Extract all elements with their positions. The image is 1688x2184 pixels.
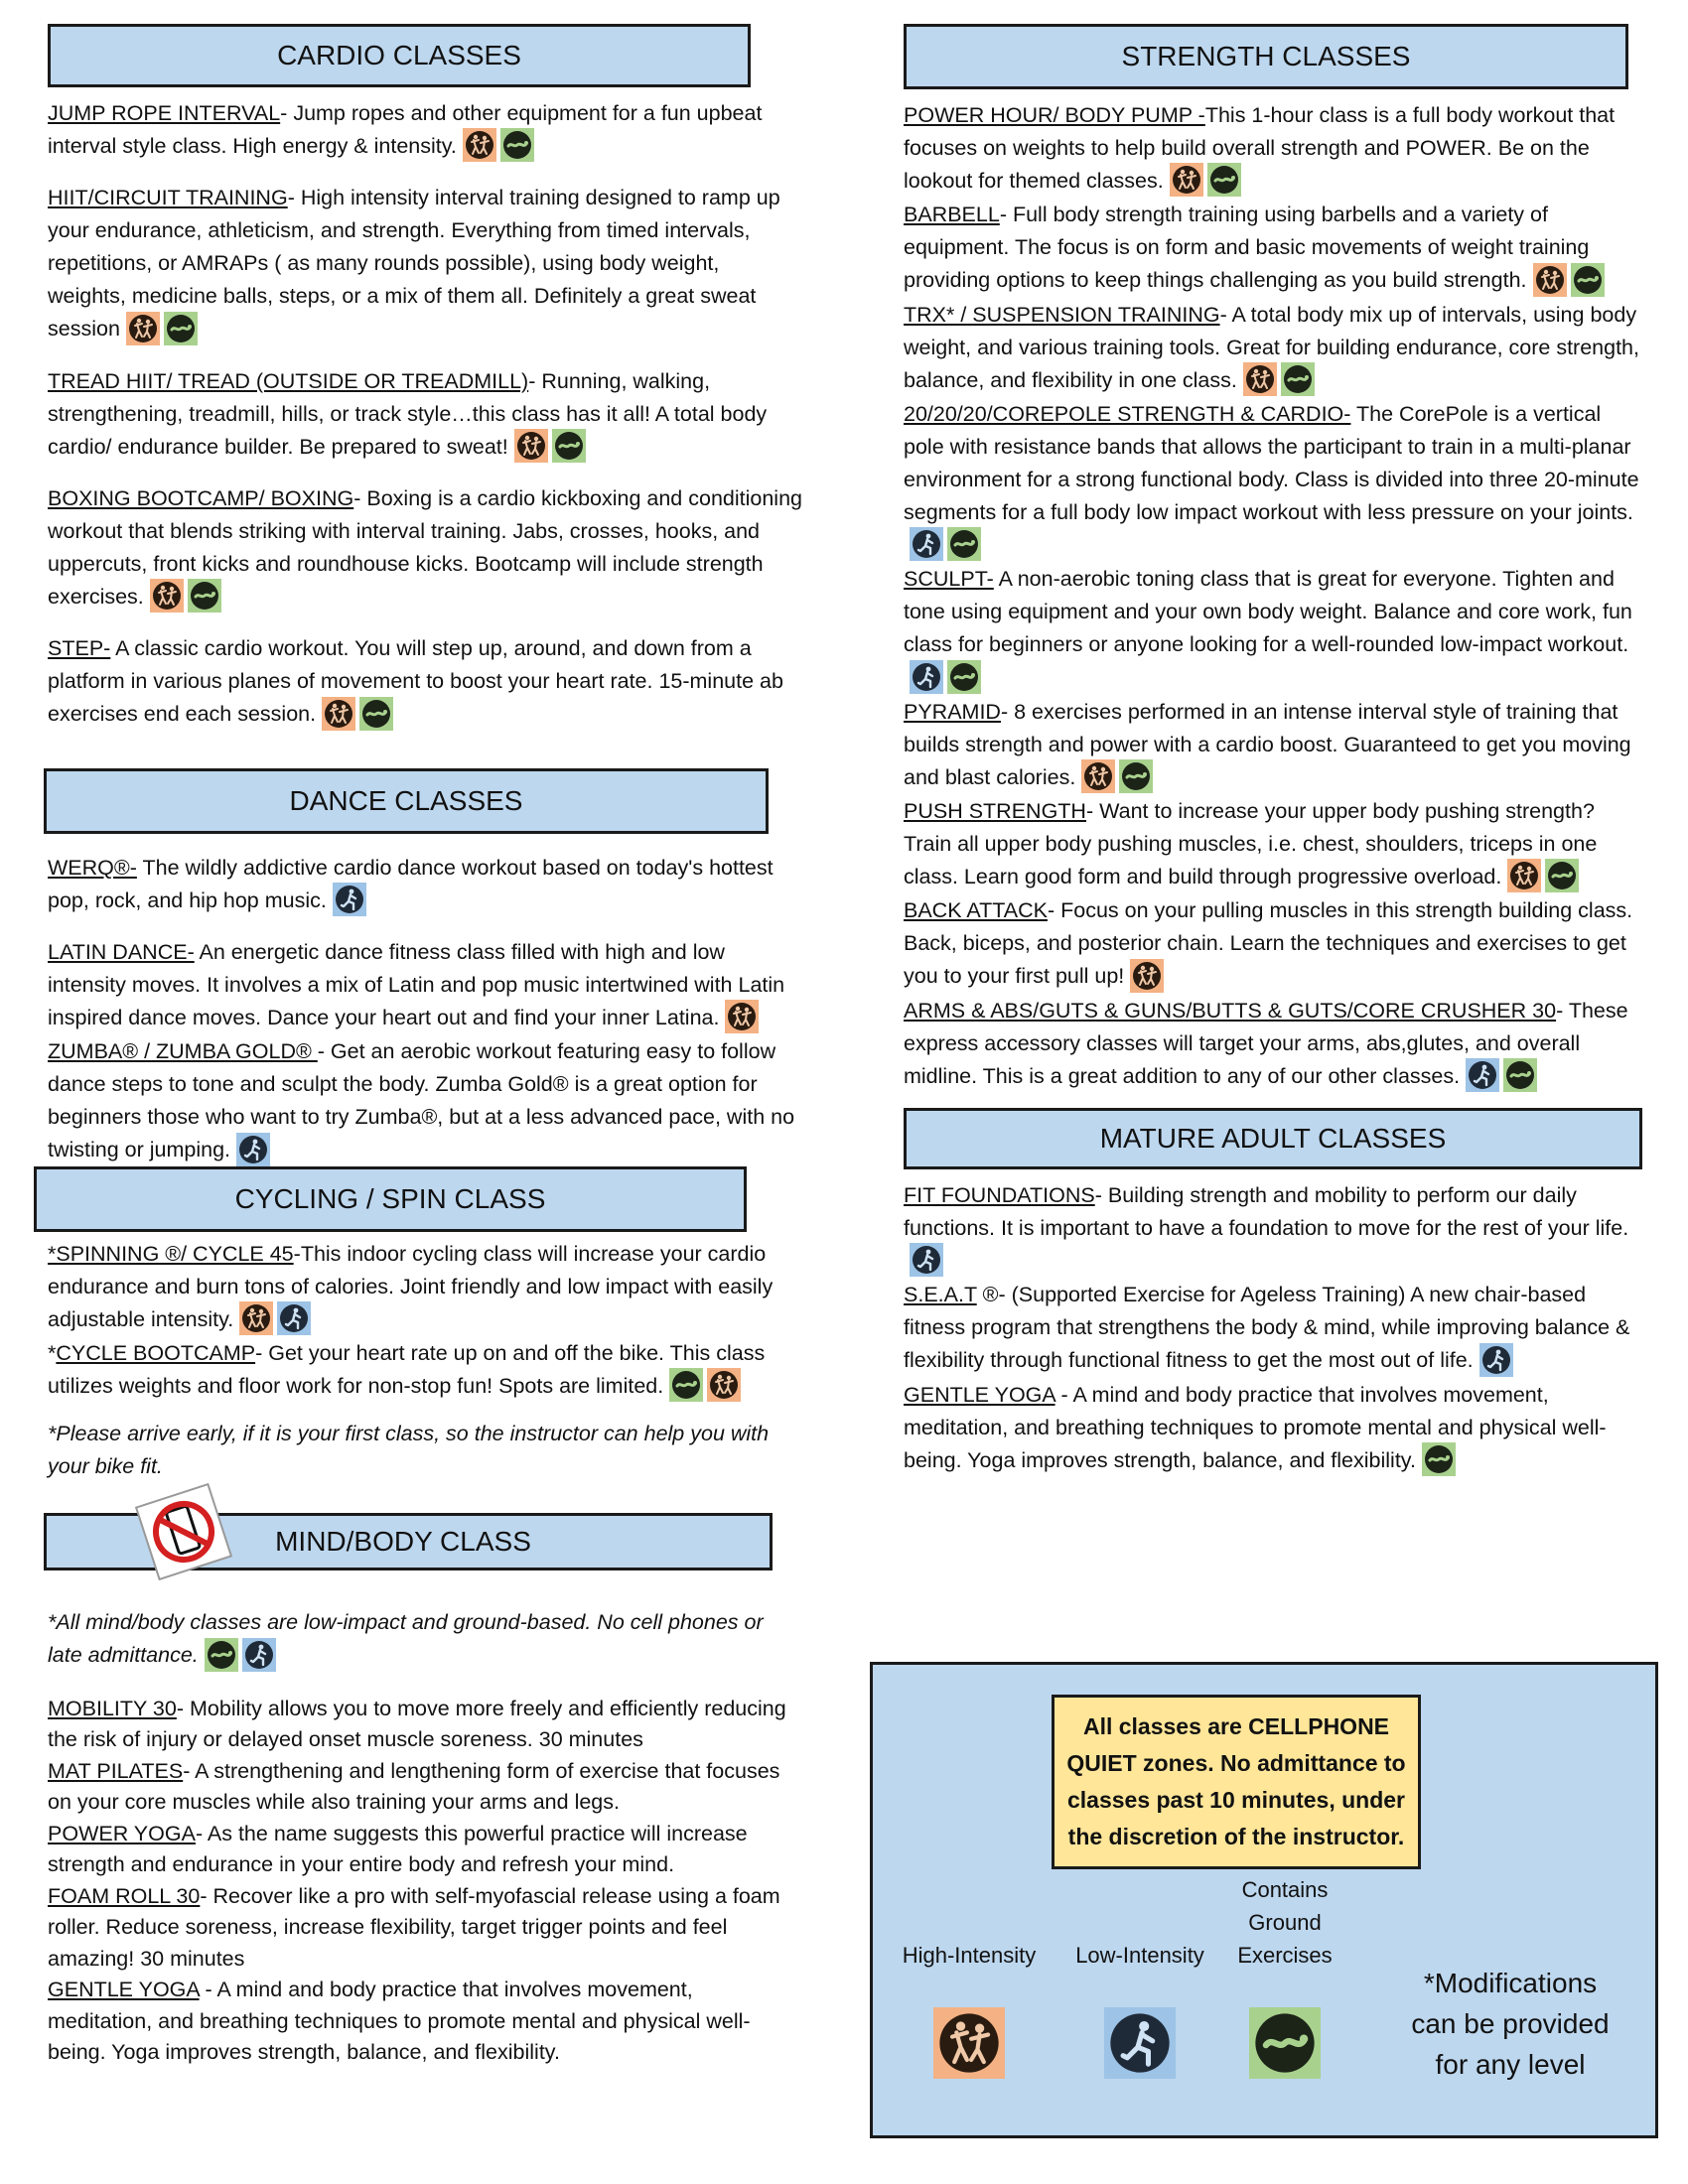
quiet-notice [1052,1695,1421,1869]
class-separator: - [287,186,295,210]
class-separator: - [199,1978,212,2002]
mature-title: MATURE ADULT CLASSES [1099,1122,1447,1154]
high-intensity-icon [725,1000,759,1033]
class-description: 8 exercises performed in an intense interval style of training that builds strength and power with a cardio boost. Guaranteed to get you moving and blast calories. [904,699,1631,789]
class-name: ARMS & ABS/GUTS & GUNS/BUTTS & GUTS/CORE CRUSHER 30 [904,998,1557,1023]
ground-exercise-icon [1545,859,1579,892]
class-separator: - [255,1340,263,1365]
class-name: WERQ®- [48,855,137,880]
dance-item [48,1035,802,1167]
dance-item [48,852,802,918]
quiet-notice-text: All classes are CELLPHONE QUIET zones. No admittance to classes past 10 minutes, under the discretion of the instructor. [1066,1713,1406,1849]
class-description: A total body mix up of intervals, using body weight, and various training tools. Great for building endurance, core strength, balance, and flexibility in one class. [904,302,1639,392]
low-intensity-icon [910,1243,943,1277]
low-intensity-icon [910,527,943,561]
left-column [48,24,802,2069]
class-description: High intensity interval training designed to ramp up your endurance, athleticism, and strength. Everything from timed intervals, repetitions, or AMRAPs ( as many rounds possible), using body weight, weights, medicine balls, steps, or a mix of them all. Definitely a great sweat session [48,186,780,341]
class-name: BARBELL [904,203,1000,227]
ground-exercise-icon [1422,1442,1456,1476]
class-name: BACK ATTACK [904,898,1048,923]
class-separator: - [1219,302,1227,327]
cycling-note: *Please arrive early, if it is your first class, so the instructor can help you with your bike fit. [48,1422,770,1479]
mindbody-item [48,1756,802,1819]
strength-header [904,24,1628,89]
mature-item [904,1379,1640,1478]
strength-list [904,99,1640,1094]
cycling-title: CYCLING / SPIN CLASS [234,1182,546,1214]
class-name: S.E.A.T [904,1283,977,1307]
low-intensity-icon [277,1301,311,1335]
class-name: PUSH STRENGTH [904,798,1086,823]
class-name: HIIT/CIRCUIT TRAINING [48,186,288,210]
legend-ground [1210,1873,1359,2079]
cardio-title: CARDIO CLASSES [277,40,521,70]
mature-item [904,1279,1640,1378]
info-box [870,1662,1658,2138]
class-name: MAT PILATES [48,1758,184,1783]
strength-item [904,563,1640,695]
class-description: As the name suggests this powerful practice will increase strength and endurance in your entire body and refresh your mind. [48,1821,748,1877]
ground-exercise-icon [205,1638,238,1672]
class-separator: - [1085,798,1094,823]
high-intensity-icon [1170,163,1203,197]
class-description: A non-aerobic toning class that is great for everyone. Tighten and tone using equipment and your own body weight. Balance and core work, fun class for beginners or anyone looking for a well-rounded low-impact workout. [904,567,1632,657]
class-separator: - [280,101,288,125]
high-intensity-icon [1081,759,1115,793]
high-intensity-icon [150,579,184,613]
high-intensity-icon [1243,362,1277,396]
ground-exercise-icon [359,697,393,731]
low-intensity-icon [333,883,366,916]
class-description: These express accessory classes will target your arms, abs,glutes, and overall midline. This is a great addition to any of our other classes. [904,998,1628,1088]
class-separator: - [195,1821,204,1845]
class-separator: - [1556,998,1564,1023]
strength-item [904,99,1640,199]
mindbody-note [48,1606,802,1673]
class-name: JUMP ROPE INTERVAL [48,101,281,125]
class-description: Running, walking, strengthening, treadmill, hills, or track style…this class has it all! A total body cardio/ endurance builder. Be prepared to sweat! [48,368,768,459]
high-intensity-icon [933,2007,1005,2079]
strength-item [904,696,1640,795]
ground-exercise-icon [1281,362,1315,396]
class-separator: - [1000,699,1009,724]
strength-item [904,299,1640,398]
class-separator: - [200,1883,208,1908]
class-name: GENTLE YOGA [48,1978,200,2002]
mindbody-item [48,1881,802,1976]
ground-exercise-icon [1249,2007,1321,2079]
class-name: ZUMBA® / ZUMBA GOLD® [48,1039,318,1064]
class-name: FIT FOUNDATIONS [904,1182,1095,1207]
cycling-header [34,1166,747,1232]
strength-item [904,795,1640,894]
mindbody-title: MIND/BODY CLASS [275,1526,531,1558]
class-name: PYRAMID [904,699,1001,724]
class-description: A classic cardio workout. You will step up, around, and down from a platform in various planes of movement to boost your heart rate. 15-minute ab exercises end each session. [48,636,783,727]
class-description: Get your heart rate up on and off the bike. This class utilizes weights and floor work for non-stop fun! Spots are limited. [48,1340,766,1398]
high-intensity-icon [322,697,355,731]
ground-exercise-icon [1571,263,1605,297]
class-description: An energetic dance fitness class filled with high and low intensity moves. It involves a mix of Latin and pop music intertwined with Latin inspired dance moves. Dance your heart out and find your inner Latina. [48,939,785,1029]
class-separator: ®- [976,1283,1012,1307]
class-separator: - [183,1758,191,1783]
class-separator: - [999,203,1007,227]
cardio-header [48,24,751,87]
strength-item [904,995,1640,1094]
class-name: TRX* / SUSPENSION TRAINING [904,302,1220,327]
high-intensity-icon [1130,959,1164,993]
class-name: POWER YOGA [48,1821,196,1845]
class-description: Recover like a pro with self-myofascial release using a foam roller. Reduce soreness, increase flexibility, target trigger points and feel amazing! 30 minutes [48,1883,780,1971]
class-separator: - [1094,1182,1102,1207]
legend-low-label: Low-Intensity [1075,1943,1204,1968]
cardio-item [48,97,802,164]
class-separator: - [1055,1382,1068,1407]
class-description: - Get an aerobic workout featuring easy to follow dance steps to tone and sculpt the body. Zumba Gold® is a great option for beginners those who want to try Zumba®, but at a less advanced pace, with no twisting or jumping. [48,1039,795,1162]
ground-exercise-icon [669,1368,703,1402]
class-separator: - [353,485,361,510]
cardio-item [48,632,802,732]
legend-low [1065,1939,1214,2079]
class-name: GENTLE YOGA [904,1382,1055,1407]
class-name: 20/20/20/COREPOLE STRENGTH & CARDIO- [904,401,1351,426]
class-description: Mobility allows you to move more freely and efficiently reducing the risk of injury or delayed onset muscle soreness. 30 minutes [48,1696,786,1752]
legend-ground-label-3: Exercises [1237,1943,1333,1968]
ground-exercise-icon [947,527,981,561]
class-description: Focus on your pulling muscles in this strength building class. Back, biceps, and posterior chain. Learn the techniques and exercises to get you to your first pull up! [904,898,1633,989]
mindbody-note-text: *All mind/body classes are low-impact and ground-based. No cell phones or late admittance. [48,1610,764,1668]
class-description: This indoor cycling class will increase your cardio endurance and burn tons of calories. Joint friendly and low impact with easily adjustable intensity. [48,1241,774,1331]
class-name: FOAM ROLL 30 [48,1883,201,1908]
ground-exercise-icon [947,660,981,694]
cycling-item [48,1238,802,1337]
class-name: CYCLE BOOTCAMP [56,1340,256,1365]
class-description: A mind and body practice that involves movement, meditation, and breathing techniques to promote mental and physical well-being. Yoga improves strength, balance, and flexibility. [904,1382,1607,1472]
class-description: A strengthening and lengthening form of exercise that focuses on your core muscles while also training your arms and legs. [48,1758,780,1815]
class-description: This 1-hour class is a full body workout that focuses on weights to help build overall strength and POWER. Be on the lookout for themed classes. [904,103,1616,193]
right-column [904,24,1640,1478]
ground-exercise-icon [1119,759,1153,793]
high-intensity-icon [1533,263,1567,297]
ground-exercise-icon [164,312,198,345]
legend-high-label: High-Intensity [902,1943,1037,1968]
class-description: The CorePole is a vertical pole with resistance bands that allows the participant to train in a multi-planar environment for a strong functional body. Class is divided into three 20-minute segments for a full body low impact workout with less pressure on your joints. [904,401,1639,524]
mindbody-item [48,1819,802,1881]
class-name: BOXING BOOTCAMP/ BOXING [48,485,354,510]
class-name: SCULPT- [904,567,994,592]
ground-exercise-icon [188,579,221,613]
low-intensity-icon [1479,1343,1513,1377]
ground-exercise-icon [1503,1058,1537,1092]
dance-item [48,936,802,1035]
high-intensity-icon [514,429,548,463]
high-intensity-icon [463,128,496,162]
dance-header [44,768,769,834]
low-intensity-icon [236,1133,270,1166]
cycling-item [48,1337,802,1404]
mature-item [904,1179,1640,1279]
class-description: The wildly addictive cardio dance workout based on today's hottest pop, rock, and hip hop music. [48,855,774,912]
class-description: Building strength and mobility to perform our daily functions. It is important to have a foundation to move for the rest of your life. [904,1182,1629,1240]
class-description: Want to increase your upper body pushing strength? Train all upper body pushing muscles, i.e. chest, shoulders, triceps in one class. Learn good form and build through progressive overload. [904,798,1598,888]
no-phone-icon [131,1479,236,1584]
mindbody-list [48,1694,802,2069]
dance-title: DANCE CLASSES [289,784,523,816]
strength-item [904,199,1640,298]
cardio-item [48,182,802,346]
high-intensity-icon [126,312,160,345]
mindbody-header [44,1513,773,1570]
class-prefix: * [48,1340,57,1365]
mindbody-item [48,1694,802,1756]
mindbody-item [48,1975,802,2069]
class-name: LATIN DANCE- [48,939,195,964]
ground-exercise-icon [552,429,586,463]
class-description: Boxing is a cardio kickboxing and conditioning workout that blends striking with interval training. Jabs, crosses, hooks, and uppercuts, front kicks and roundhouse kicks. Bootcamp will include strength exercises. [48,485,802,609]
legend-ground-label-1: Contains [1241,1877,1329,1902]
cardio-item [48,482,802,614]
high-intensity-icon [239,1301,273,1335]
high-intensity-icon [707,1368,741,1402]
strength-item [904,894,1640,994]
legend-high [895,1939,1044,2079]
class-description: Jump ropes and other equipment for a fun upbeat interval style class. High energy & intensity. [48,101,763,158]
low-intensity-icon [242,1638,276,1672]
strength-title: STRENGTH CLASSES [1121,41,1411,71]
class-name: *SPINNING ®/ CYCLE 45 [48,1241,294,1266]
strength-item [904,398,1640,563]
class-separator: - [1047,898,1055,923]
class-name: MOBILITY 30 [48,1696,177,1720]
cardio-list [48,97,802,733]
ground-exercise-icon [500,128,534,162]
class-separator: - [528,368,536,393]
cardio-item [48,365,802,465]
class-separator: - [293,1241,301,1266]
low-intensity-icon [1466,1058,1499,1092]
class-description: Full body strength training using barbells and a variety of equipment. The focus is on form and basic movements of weight training providing options to keep things challenging as you build strength. [904,203,1590,293]
class-description: A mind and body practice that involves movement, meditation, and breathing techniques to promote mental and physical well-being. Yoga improves strength, balance, and flexibility. [48,1978,751,2065]
mature-list [904,1179,1640,1478]
low-intensity-icon [1104,2007,1176,2079]
class-name: POWER HOUR/ BODY PUMP - [904,103,1205,127]
legend-ground-label-2: Ground [1248,1910,1322,1935]
class-name: STEP- [48,636,111,661]
low-intensity-icon [910,660,943,694]
high-intensity-icon [1507,859,1541,892]
class-separator: - [176,1696,185,1720]
class-name: TREAD HIIT/ TREAD (OUTSIDE OR TREADMILL) [48,368,529,393]
dance-list [48,852,802,1168]
modifications-note: *Modifications can be provided for any level [1411,1968,1610,2080]
cycling-list [48,1238,802,1405]
ground-exercise-icon [1207,163,1241,197]
mature-header [904,1108,1642,1169]
class-description: (Supported Exercise for Ageless Training) A new chair-based fitness program that strengthens the body & mind, while improving balance & flexibility through functional fitness to get the most out of life. [904,1283,1630,1373]
